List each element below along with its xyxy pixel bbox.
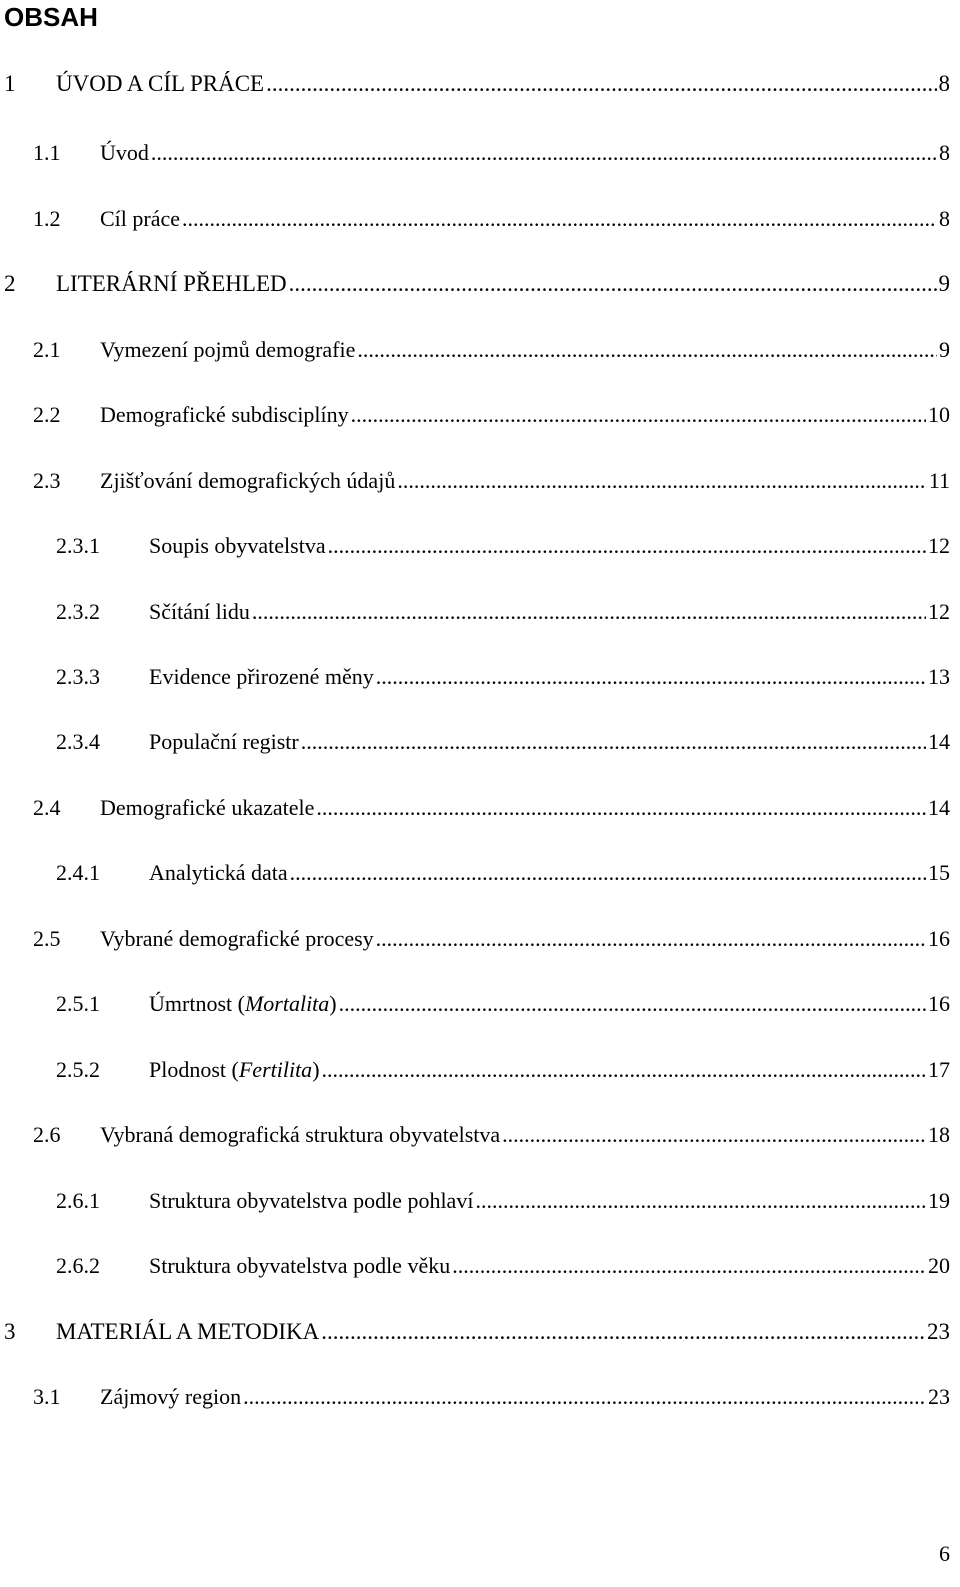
entry-page: 9 <box>938 271 950 296</box>
dot-leader <box>452 1252 926 1280</box>
toc-entry[interactable] <box>56 728 950 756</box>
entry-page: 17 <box>928 1057 950 1082</box>
dot-leader <box>182 205 937 233</box>
toc-entry[interactable] <box>56 1187 950 1215</box>
entry-number: 2.3.1 <box>56 533 100 558</box>
entry-number: 3 <box>4 1319 16 1344</box>
entry-page: 12 <box>928 599 950 624</box>
dot-leader <box>397 467 926 495</box>
entry-number: 2 <box>4 271 16 296</box>
entry-page: 23 <box>928 1384 950 1409</box>
entry-page: 8 <box>939 140 950 165</box>
entry-title-italic: Mortalita <box>244 991 330 1016</box>
entry-page: 12 <box>928 533 950 558</box>
entry-title: Evidence přirozené měny <box>149 664 374 689</box>
entry-title: Struktura obyvatelstva podle věku <box>149 1253 451 1278</box>
dot-leader <box>151 139 937 167</box>
entry-title: Sčítání lidu <box>149 599 250 624</box>
entry-page: 13 <box>928 664 950 689</box>
toc-entry[interactable] <box>4 270 950 298</box>
entry-title: Populační registr <box>149 729 299 754</box>
entry-number: 2.5.1 <box>56 991 100 1016</box>
entry-page: 19 <box>928 1188 950 1213</box>
entry-number: 2.3.4 <box>56 729 100 754</box>
dot-leader <box>289 270 937 298</box>
entry-page: 15 <box>928 860 950 885</box>
toc-entry[interactable] <box>56 990 950 1018</box>
toc-entry[interactable] <box>33 1121 950 1149</box>
entry-number: 1.2 <box>33 206 61 231</box>
toc-entry[interactable] <box>56 598 950 626</box>
entry-title: ÚVOD A CÍL PRÁCE <box>56 71 265 96</box>
dot-leader <box>475 1187 926 1215</box>
entry-page: 20 <box>928 1253 950 1278</box>
entry-number: 2.1 <box>33 337 61 362</box>
entry-page: 23 <box>927 1319 950 1344</box>
toc-entry[interactable] <box>56 532 950 560</box>
dot-leader <box>328 532 926 560</box>
toc-entry[interactable] <box>33 794 950 822</box>
entry-title: Soupis obyvatelstva <box>149 533 326 558</box>
entry-page: 16 <box>928 926 950 951</box>
toc-entry[interactable] <box>56 1252 950 1280</box>
entry-number: 1 <box>4 71 16 96</box>
dot-leader <box>290 859 926 887</box>
entry-number: 2.3 <box>33 468 61 493</box>
page-number: 6 <box>939 1541 950 1566</box>
entry-number: 2.6 <box>33 1122 61 1147</box>
entry-page: 8 <box>939 206 950 231</box>
entry-title: Vybrané demografické procesy <box>100 926 374 951</box>
dot-leader <box>266 70 936 98</box>
toc-heading: OBSAH <box>4 2 98 32</box>
toc-entry[interactable] <box>33 401 950 429</box>
entry-page: 11 <box>928 468 950 493</box>
dot-leader <box>357 336 937 364</box>
dot-leader <box>376 925 926 953</box>
entry-title: MATERIÁL A METODIKA <box>56 1319 320 1344</box>
dot-leader <box>301 728 926 756</box>
entry-page: 8 <box>938 71 950 96</box>
toc-entry[interactable] <box>56 1056 950 1084</box>
entry-title: Zájmový region <box>100 1384 242 1409</box>
entry-number: 2.6.2 <box>56 1253 100 1278</box>
toc-entry[interactable] <box>33 925 950 953</box>
dot-leader <box>322 1056 926 1084</box>
entry-title: Cíl práce <box>100 206 181 231</box>
entry-number: 3.1 <box>33 1384 61 1409</box>
entry-title: Úvod <box>100 140 149 165</box>
entry-title: Demografické ukazatele <box>100 795 315 820</box>
dot-leader <box>321 1318 925 1346</box>
entry-number: 2.6.1 <box>56 1188 100 1213</box>
entry-title: Vybraná demografická struktura obyvatelstva <box>100 1122 501 1147</box>
toc-entry[interactable] <box>33 1383 950 1411</box>
toc-entry[interactable] <box>33 467 950 495</box>
entry-title: Zjišťování demografických údajů <box>100 468 396 493</box>
entry-title: Plodnost (Fertilita) <box>149 1057 320 1082</box>
entry-page: 16 <box>928 991 950 1016</box>
entry-number: 2.4 <box>33 795 61 820</box>
toc-entry[interactable] <box>33 205 950 233</box>
entry-title: Analytická data <box>149 860 288 885</box>
entry-number: 2.4.1 <box>56 860 100 885</box>
toc-entry[interactable] <box>56 859 950 887</box>
dot-leader <box>316 794 926 822</box>
toc-entry[interactable] <box>4 70 950 98</box>
entry-title: Demografické subdisciplíny <box>100 402 349 427</box>
entry-page: 18 <box>928 1122 950 1147</box>
entry-number: 2.3.3 <box>56 664 100 689</box>
entry-number: 2.5.2 <box>56 1057 100 1082</box>
entry-title: LITERÁRNÍ PŘEHLED <box>56 271 287 296</box>
entry-number: 2.2 <box>33 402 61 427</box>
entry-number: 2.3.2 <box>56 599 100 624</box>
entry-title: Úmrtnost (Mortalita) <box>149 991 337 1016</box>
dot-leader <box>339 990 926 1018</box>
entry-page: 9 <box>939 337 950 362</box>
toc-entry[interactable] <box>33 336 950 364</box>
dot-leader <box>351 401 926 429</box>
dot-leader <box>243 1383 926 1411</box>
entry-number: 2.5 <box>33 926 61 951</box>
entry-title: Vymezení pojmů demografie <box>100 337 356 362</box>
entry-title: Struktura obyvatelstva podle pohlaví <box>149 1188 474 1213</box>
entry-number: 1.1 <box>33 140 61 165</box>
toc-entry[interactable] <box>33 139 950 167</box>
toc-entry[interactable] <box>56 663 950 691</box>
dot-leader <box>502 1121 926 1149</box>
entry-page: 10 <box>928 402 950 427</box>
entry-title-italic: Fertilita <box>238 1057 313 1082</box>
dot-leader <box>376 663 926 691</box>
dot-leader <box>252 598 926 626</box>
toc-entry[interactable] <box>4 1318 950 1346</box>
entry-page: 14 <box>928 795 950 820</box>
entry-page: 14 <box>928 729 950 754</box>
